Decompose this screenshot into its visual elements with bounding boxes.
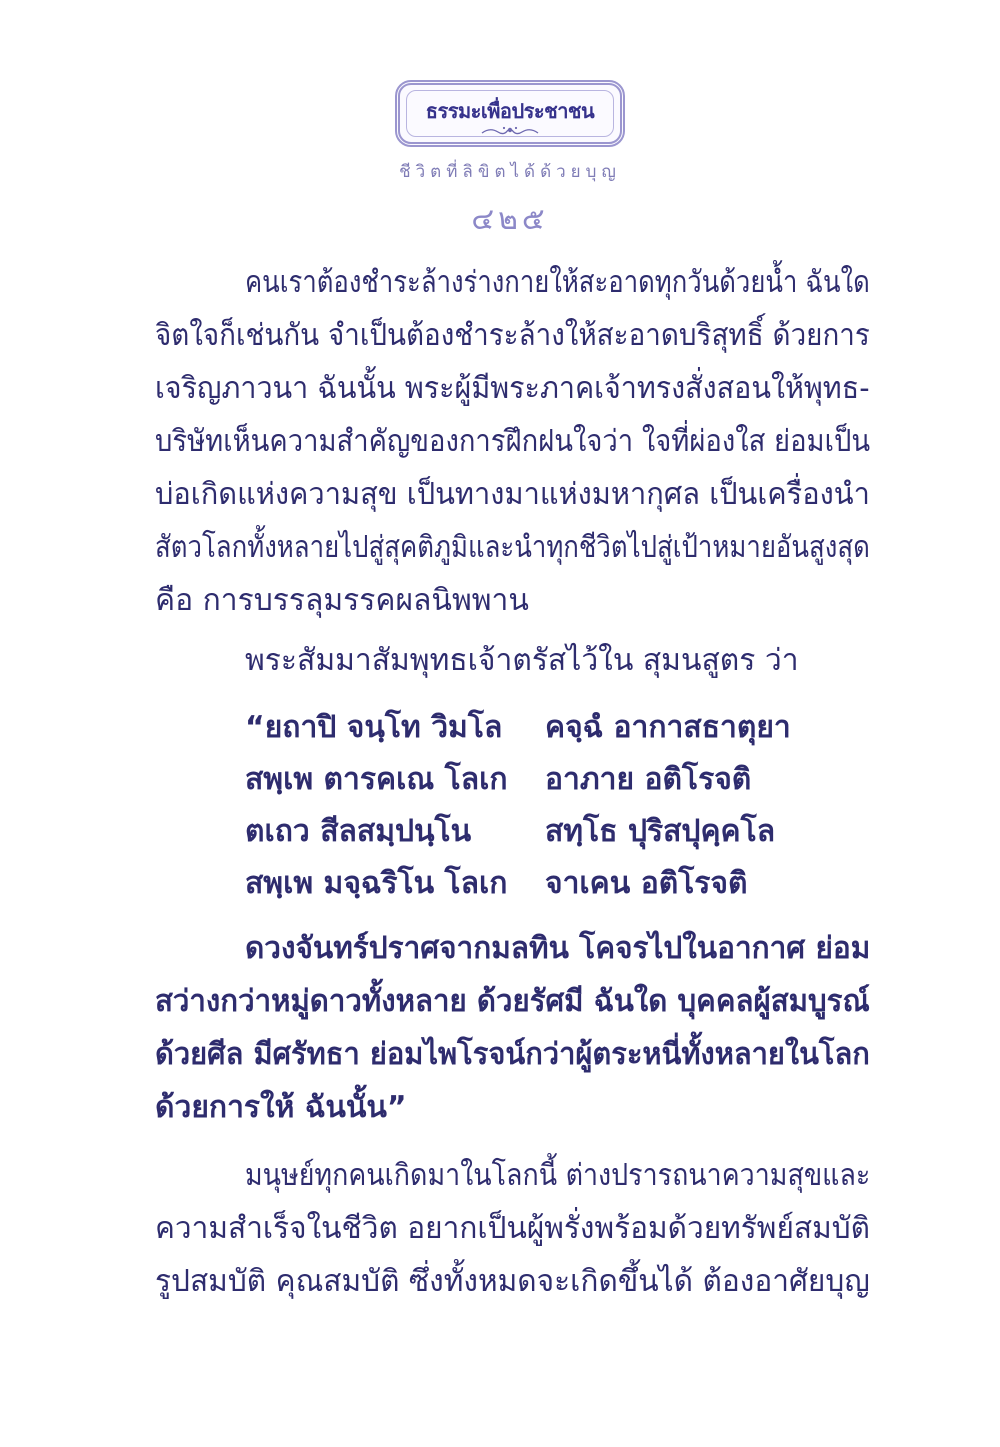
paragraph-line: มนุษย์ทุกคนเกิดมาในโลกนี้ ต่างปรารถนาความสุขและ [245,1158,871,1193]
translation-paragraph [155,922,870,1134]
verse-right: สทฺโธ ปุริสปุคฺคโล [545,814,776,849]
verse-right: อาภาย อติโรจติ [545,762,752,797]
publisher-logo [395,80,625,147]
verse-right: จาเคน อติโรจติ [545,866,748,901]
paragraph-line: บ่อเกิดแห่งความสุข เป็นทางมาแห่งมหากุศล เป็นเครื่องนำ [155,477,870,512]
verse-right: คจฺฉํ อากาสธาตุยา [545,710,791,745]
paragraph-line: เจริญภาวนา ฉันนั้น พระผู้มีพระภาคเจ้าทรงสั่งสอนให้พุทธ- [155,371,870,406]
verse-left: สพฺเพ มจฺฉริโน โลเก [245,866,508,901]
verse-row [155,754,870,806]
logo-text: ธรรมะเพื่อประชาชน [425,99,595,123]
intro-line: พระสัมมาสัมพุทธเจ้าตรัสไว้ใน สุมนสูตร ว่า [245,643,799,678]
verse-row [155,806,870,858]
translation-line: ดวงจันทร์ปราศจากมลทิน โคจรไปในอากาศ ย่อม [245,931,871,966]
verse-left: สพฺเพ ตารคเณ โลเก [245,762,508,797]
page-number: ๔๒๕ [471,202,549,237]
flourish-ornament-icon [480,125,540,137]
translation-line: สว่างกว่าหมู่ดาวทั้งหลาย ด้วยรัศมี ฉันใด บุคคลผู้สมบูรณ์ [155,984,870,1019]
translation-line: ด้วยการให้ ฉันนั้น” [155,1090,407,1125]
verse-row [155,858,870,910]
paragraph-line: คือ การบรรลุมรรคผลนิพพาน [155,583,529,618]
paragraph-line: ความสำเร็จในชีวิต อยากเป็นผู้พรั่งพร้อมด้วยทรัพย์สมบัติ [155,1211,870,1246]
intro-paragraph [155,634,870,687]
book-title: ชีวิตที่ลิขิตได้ด้วยบุญ [399,162,621,182]
verse-left: “ยถาปิ จนฺโท วิมโล [245,710,503,745]
paragraph-line: รูปสมบัติ คุณสมบัติ ซึ่งทั้งหมดจะเกิดขึ้นได้ ต้องอาศัยบุญ [155,1264,870,1299]
paragraph-line: จิตใจก็เช่นกัน จำเป็นต้องชำระล้างให้สะอาดบริสุทธิ์ ด้วยการ [155,318,870,353]
paragraph-1 [155,256,870,627]
pali-verse [155,702,870,910]
paragraph-3 [155,1149,870,1308]
verse-row [155,702,870,754]
paragraph-line: คนเราต้องชำระล้างร่างกายให้สะอาดทุกวันด้วยน้ำ ฉันใด [245,265,870,300]
translation-line: ด้วยศีล มีศรัทธา ย่อมไพโรจน์กว่าผู้ตระหนี่ทั้งหลายในโลก [155,1037,870,1072]
verse-left: ตเถว สีลสมฺปนฺโน [245,814,472,849]
paragraph-line: สัตวโลกทั้งหลายไปสู่สุคติภูมิและนำทุกชีวิตไปสู่เป้าหมายอันสูงสุด [155,530,870,565]
paragraph-line: บริษัทเห็นความสำคัญของการฝึกฝนใจว่า ใจที่ผ่องใส ย่อมเป็น [155,424,871,459]
